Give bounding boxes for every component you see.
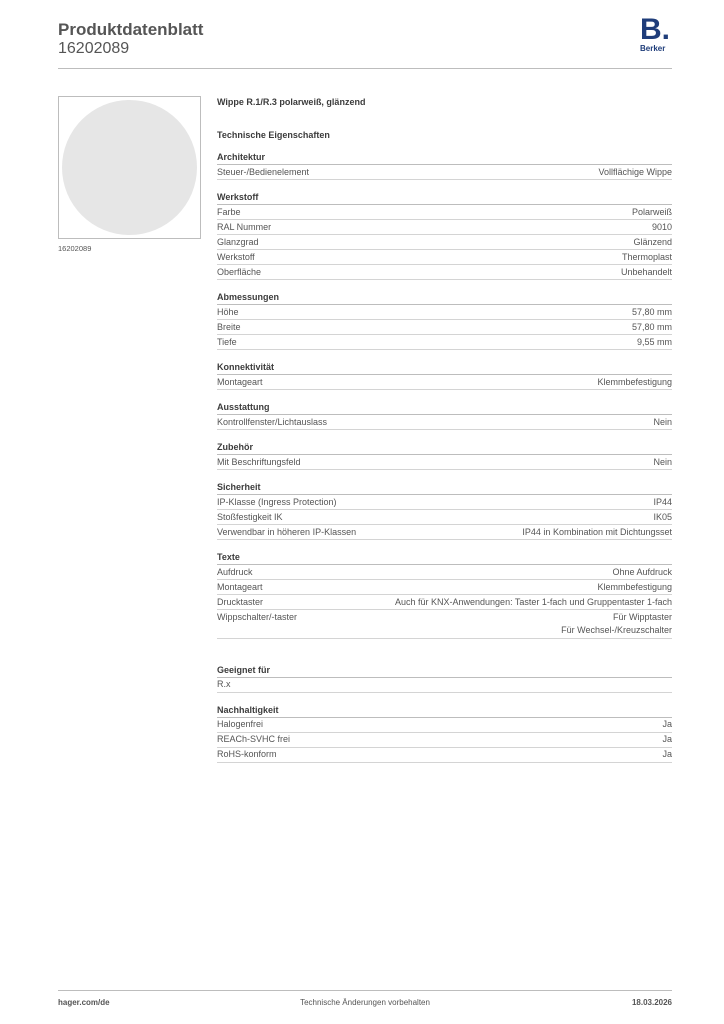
property-label: Stoßfestigkeit IK [217,511,283,522]
property-label: RoHS-konform [217,749,277,759]
property-row [217,205,672,220]
property-row [217,165,672,180]
property-row [217,495,672,510]
property-row [217,335,672,350]
group-title: Ausstattung [217,401,672,415]
property-value: Klemmbefestigung [597,376,672,387]
section-title: Technische Eigenschaften [217,130,330,140]
property-value: Thermoplast [621,251,672,262]
property-row [217,733,672,748]
property-row [217,250,672,265]
property-value: 9010 [651,221,672,232]
document-number: 16202089 [58,40,130,57]
footer-date: 18.03.2026 [631,998,672,1007]
property-group [217,151,672,180]
property-label: Glanzgrad [217,236,259,247]
product-name: Wippe R.1/R.3 polarweiß, glänzend [217,97,366,107]
property-label: Aufdruck [217,566,253,577]
group-spacer [217,650,672,664]
property-group [217,551,672,639]
group-title: Sicherheit [217,481,672,495]
property-label: Halogenfrei [217,719,264,729]
property-label: Verwendbar in höheren IP-Klassen [217,526,357,537]
group-title: Geeignet für [217,664,672,678]
property-group [217,481,672,540]
property-group [217,191,672,280]
property-value: 57,80 mm [631,306,672,317]
property-row [217,415,672,430]
property-row [217,305,672,320]
property-value: Nein [653,416,672,427]
rocker-switch-image [62,100,197,235]
property-row [217,718,672,733]
property-value: Unbehandelt [620,266,672,277]
footer-disclaimer: Technische Änderungen vorbehalten [300,998,430,1007]
logo-mark: B. [640,13,670,46]
berker-logo [640,13,674,53]
property-label: Mit Beschriftungsfeld [217,456,301,467]
property-value: Für Wipptaster Für Wechsel-/Kreuzschalter [561,611,672,635]
property-label: Farbe [217,206,241,217]
property-label: R.x [217,679,231,689]
group-title: Werkstoff [217,191,672,205]
property-label: Montageart [217,581,263,592]
footer-divider [58,990,672,991]
property-group [217,291,672,350]
group-title: Abmessungen [217,291,672,305]
group-title: Architektur [217,151,672,165]
group-title: Nachhaltigkeit [217,704,672,718]
property-row [217,595,672,610]
property-group [217,704,672,763]
property-row [217,220,672,235]
group-title: Konnektivität [217,361,672,375]
property-value: Ja [662,719,672,729]
property-group [217,361,672,390]
product-image [58,96,201,239]
property-value: 9,55 mm [636,336,672,347]
property-groups [217,151,672,763]
property-label: Höhe [217,306,239,317]
property-value: Glänzend [633,236,672,247]
property-row [217,320,672,335]
property-value: IP44 [653,496,672,507]
property-row [217,510,672,525]
property-group [217,401,672,430]
header-divider [58,68,672,69]
property-label: Kontrollfenster/Lichtauslass [217,416,328,427]
footer-website: hager.com/de [58,998,110,1007]
property-value: 57,80 mm [631,321,672,332]
property-row [217,678,672,693]
property-label: Breite [217,321,241,332]
property-label: REACh-SVHC frei [217,734,291,744]
property-value: Ja [662,734,672,744]
property-value: Vollflächige Wippe [598,166,672,177]
property-row [217,748,672,763]
property-label: IP-Klasse (Ingress Protection) [217,496,337,507]
property-label: Werkstoff [217,251,255,262]
technical-properties [217,96,672,774]
property-value: Klemmbefestigung [597,581,672,592]
property-label: Drucktaster [217,596,264,607]
property-row [217,235,672,250]
property-label: Tiefe [217,336,237,347]
property-label: RAL Nummer [217,221,272,232]
logo-text: Berker [640,44,666,53]
property-row [217,610,672,639]
property-row [217,375,672,390]
property-value: IK05 [653,511,672,522]
property-value: IP44 in Kombination mit Dichtungsset [522,526,672,537]
property-row [217,565,672,580]
document-title: Produktdatenblatt [58,20,204,39]
property-label: Montageart [217,376,263,387]
property-row [217,580,672,595]
property-value: Polarweiß [631,206,672,217]
property-row [217,265,672,280]
property-label: Oberfläche [217,266,262,277]
property-value: Ohne Aufdruck [612,566,672,577]
document-header [58,20,203,58]
property-group [217,664,672,693]
image-caption: 16202089 [58,244,92,253]
property-label: Wippschalter/-taster [217,611,298,622]
property-value: Nein [653,456,672,467]
group-title: Texte [217,551,672,565]
property-value: Auch für KNX-Anwendungen: Taster 1-fach und Gruppentaster 1-fach [395,596,672,607]
group-title: Zubehör [217,441,672,455]
property-group [217,441,672,470]
property-label: Steuer-/Bedienelement [217,166,310,177]
property-row [217,525,672,540]
property-value: Ja [662,749,672,759]
property-row [217,455,672,470]
